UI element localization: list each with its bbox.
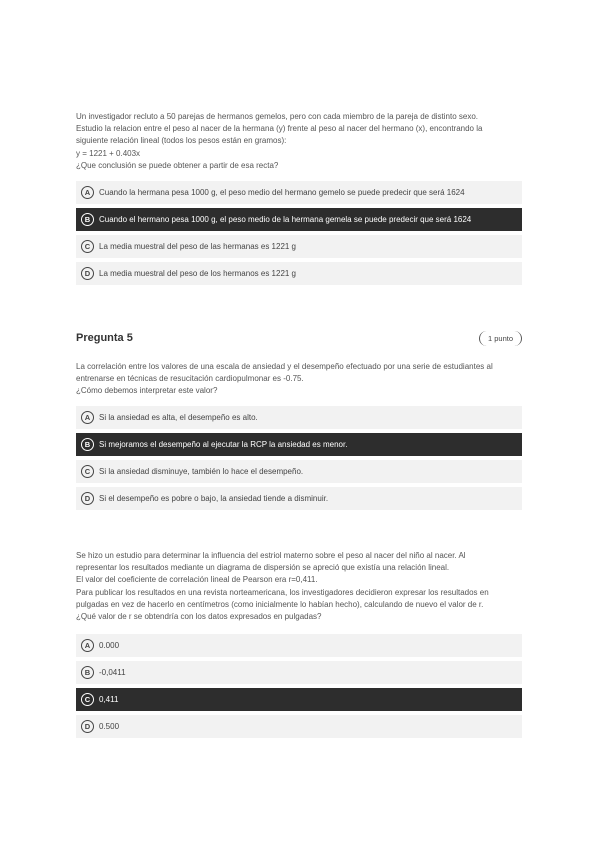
option-letter-c: C (81, 693, 94, 706)
question-4-stem (76, 111, 522, 172)
option-b-selected[interactable] (76, 208, 522, 231)
option-letter-b: B (81, 438, 94, 451)
question-6 (76, 550, 522, 623)
stem-line: y = 1221 + 0.403x (76, 148, 141, 158)
stem-line: La correlación entre los valores de una escala de ansiedad y el desempeño efectuado por una serie de estudiantes al (76, 362, 493, 371)
option-c-selected[interactable] (76, 688, 522, 711)
stem-line: El valor del coeficiente de correlación lineal de Pearson era r=0,411. (76, 575, 318, 585)
option-letter-c: C (81, 465, 94, 478)
stem-line: ¿Que conclusión se puede obtener a partir de esa recta? (76, 160, 279, 170)
question-4-options (76, 181, 522, 289)
option-text: La media muestral del peso de las hermanas es 1221 g (99, 242, 297, 251)
option-text: Si la ansiedad disminuye, también lo hace el desempeño. (99, 467, 304, 476)
option-a[interactable] (76, 181, 522, 204)
option-b-selected[interactable] (76, 433, 522, 456)
option-text: La media muestral del peso de los hermanos es 1221 g (99, 269, 297, 278)
option-a[interactable] (76, 634, 522, 657)
option-letter-a: A (81, 639, 94, 652)
option-a[interactable] (76, 406, 522, 429)
question-5-header (76, 329, 522, 347)
question-6-options (76, 634, 522, 742)
option-letter-d: D (81, 492, 94, 505)
question-5-options (76, 406, 522, 514)
question-5 (76, 329, 522, 398)
option-letter-a: A (81, 186, 94, 199)
option-d[interactable] (76, 487, 522, 510)
stem-line: Un investigador recluto a 50 parejas de hermanos gemelos, pero con cada miembro de la pareja de distinto sexo. (76, 112, 479, 121)
option-c[interactable] (76, 235, 522, 258)
option-text: Si el desempeño es pobre o bajo, la ansiedad tiende a disminuir. (99, 494, 329, 503)
option-letter-d: D (81, 267, 94, 280)
option-text: 0.500 (99, 722, 120, 731)
option-d[interactable] (76, 715, 522, 738)
stem-line: ¿Cómo debemos interpretar este valor? (76, 386, 218, 396)
option-d[interactable] (76, 262, 522, 285)
option-letter-d: D (81, 720, 94, 733)
stem-line: Para publicar los resultados en una revista norteamericana, los investigadores decidieron expresar los resultados en (76, 587, 489, 597)
question-4 (76, 111, 522, 172)
stem-line: Estudio la relacion entre el peso al nacer de la hermana (y) frente al peso al nacer del hermano (x), encontrando la (76, 124, 483, 134)
option-b[interactable] (76, 661, 522, 684)
option-text: 0.000 (99, 641, 120, 650)
question-6-stem (76, 550, 522, 623)
option-text: Si la ansiedad es alta, el desempeño es alto. (99, 413, 258, 422)
stem-line: ¿Qué valor de r se obtendría con los datos expresados en pulgadas? (76, 612, 322, 622)
question-5-stem (76, 361, 522, 398)
question-title: Pregunta 5 (76, 332, 133, 344)
stem-line: entrenarse en técnicas de resucitación cardiopulmonar es -0.75. (76, 374, 304, 384)
option-letter-c: C (81, 240, 94, 253)
option-letter-b: B (81, 666, 94, 679)
option-text: Si mejoramos el desempeño al ejecutar la RCP la ansiedad es menor. (99, 440, 348, 449)
points-badge: 1 punto (479, 331, 522, 346)
option-text: Cuando el hermano pesa 1000 g, el peso medio de la hermana gemela se puede predecir que será 1624 (99, 215, 472, 224)
option-letter-b: B (81, 213, 94, 226)
option-c[interactable] (76, 460, 522, 483)
stem-line: representar los resultados mediante un diagrama de dispersión se apreció que existía una relación lineal. (76, 563, 450, 573)
stem-line: Se hizo un estudio para determinar la influencia del estriol materno sobre el peso al nacer del niño al nacer. Al (76, 551, 466, 560)
option-letter-a: A (81, 411, 94, 424)
stem-line: siguiente relación lineal (todos los pesos están en gramos): (76, 136, 287, 146)
option-text: -0,0411 (99, 668, 126, 677)
stem-line: pulgadas en vez de hacerlo en centímetros (como inicialmente lo habían hecho), calculando de nuevo el valor de r. (76, 599, 484, 609)
option-text: 0,411 (99, 695, 119, 704)
option-text: Cuando la hermana pesa 1000 g, el peso medio del hermano gemelo se puede predecir que será 1624 (99, 188, 465, 197)
